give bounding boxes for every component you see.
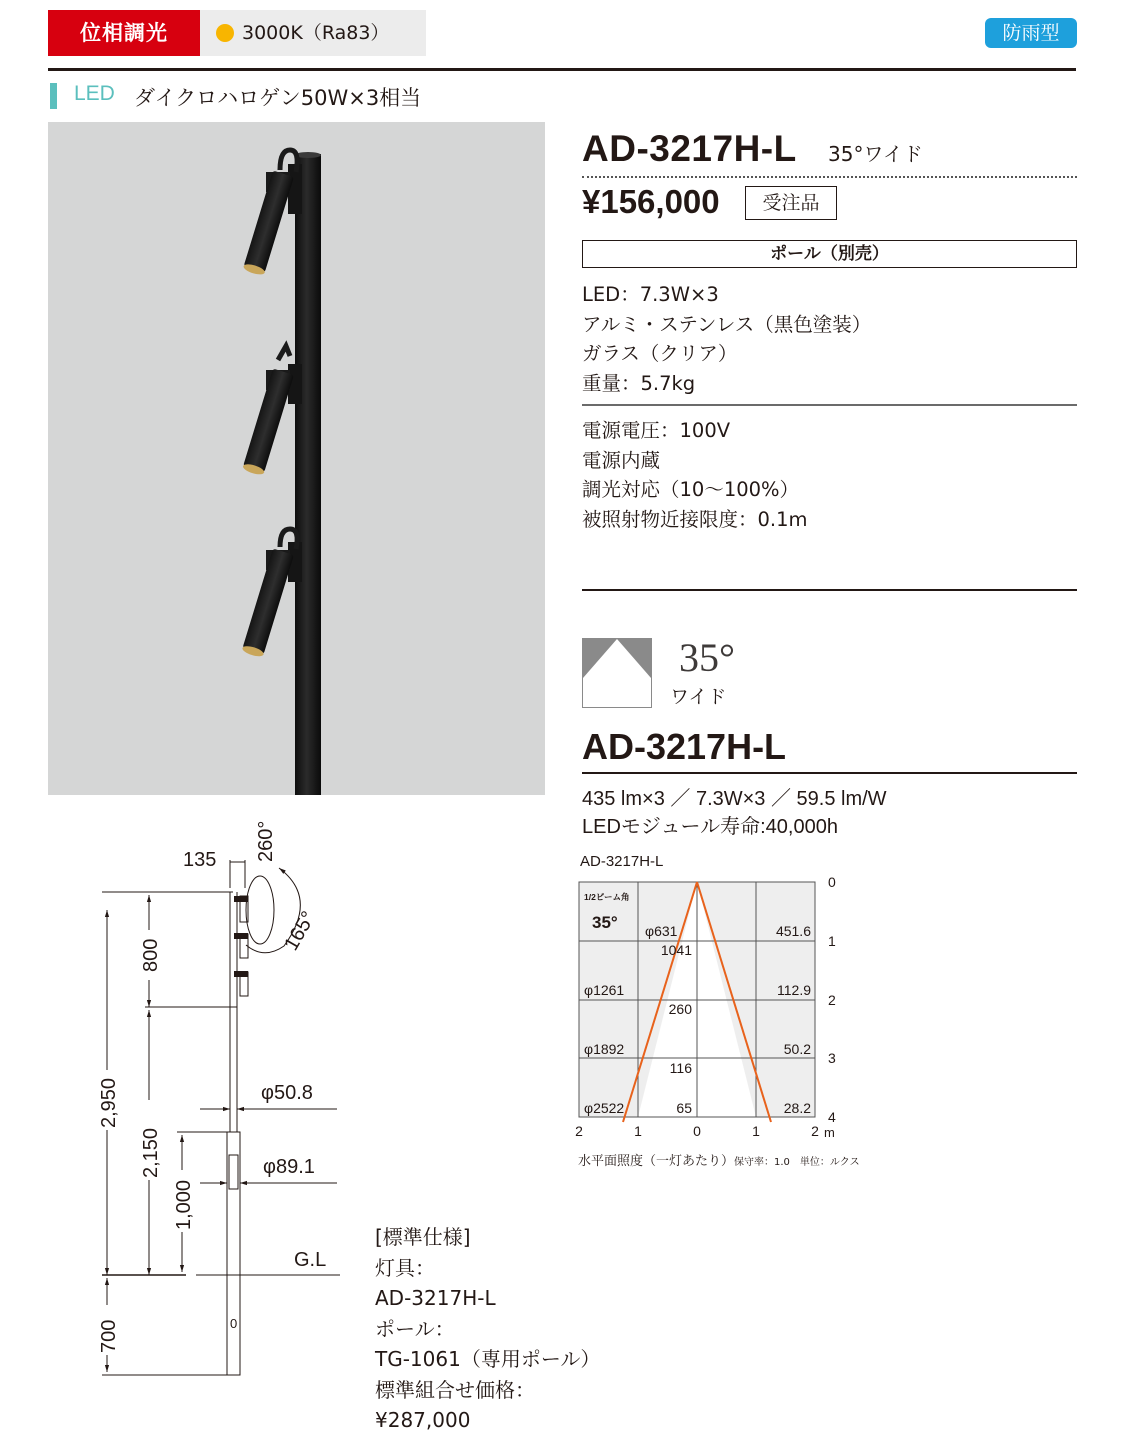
standard-spec (375, 1222, 600, 1436)
chart-title: AD-3217H-L (580, 853, 664, 870)
svg-text:800: 800 (140, 938, 162, 972)
performance-line: 435 lm×3 ／ 7.3W×3 ／ 59.5 lm/W (582, 788, 887, 810)
svg-text:2: 2 (828, 992, 836, 1008)
product-photo (48, 122, 545, 795)
svg-text:112.9: 112.9 (777, 982, 811, 998)
pole-note: ポール（別売） (582, 240, 1077, 268)
svg-text:700: 700 (98, 1319, 120, 1353)
svg-text:260: 260 (668, 1001, 692, 1017)
beam-angle-value: 35° (679, 635, 735, 680)
led-label: LED (74, 82, 115, 105)
spec-item: 調光対応（10〜100%） (582, 478, 800, 501)
combo-price: ¥287,000 (375, 1408, 471, 1432)
section-divider (582, 589, 1077, 591)
svg-text:2: 2 (811, 1123, 819, 1139)
lifetime-line: LEDモジュール寿命:40,000h (582, 816, 838, 838)
svg-text:2,950: 2,950 (98, 1077, 120, 1128)
illuminance-chart (570, 870, 850, 1170)
svg-text:35°: 35° (592, 913, 618, 932)
dotted-divider (582, 176, 1077, 178)
svg-text:φ50.8: φ50.8 (261, 1082, 313, 1104)
pole-model: TG-1061（専用ポール） (375, 1347, 601, 1371)
svg-text:φ1261: φ1261 (584, 982, 625, 998)
svg-text:1,000: 1,000 (173, 1179, 195, 1230)
color-temp-text: 3000K（Ra83） (242, 22, 390, 44)
svg-text:2,150: 2,150 (140, 1127, 162, 1178)
svg-text:260°: 260° (255, 820, 277, 862)
svg-text:3: 3 (828, 1050, 836, 1066)
weather-badge: 防雨型 (985, 18, 1077, 48)
svg-text:28.2: 28.2 (783, 1100, 811, 1116)
svg-text:1041: 1041 (660, 942, 692, 958)
chart-caption-note: 保守率：1.0 単位：ルクス (734, 1157, 860, 1168)
svg-text:1: 1 (752, 1123, 760, 1139)
svg-text:1: 1 (828, 933, 836, 949)
dimming-badge: 位相調光 (48, 10, 200, 56)
svg-text:50.2: 50.2 (783, 1041, 811, 1057)
svg-text:1/2ビーム角: 1/2ビーム角 (584, 892, 630, 902)
svg-text:65: 65 (676, 1100, 692, 1116)
svg-text:m: m (824, 1125, 835, 1140)
model-underline (582, 772, 1077, 774)
svg-text:0: 0 (828, 874, 836, 890)
spec-item: LED：7.3W×3 (582, 283, 719, 306)
svg-text:4: 4 (828, 1109, 836, 1125)
beam-description: 35°ワイド (828, 142, 923, 166)
color-temp-badge (200, 10, 426, 56)
color-dot-icon (216, 24, 234, 42)
spec-list-materials (582, 280, 871, 398)
dimension-drawing (50, 800, 370, 1440)
standard-spec-heading: [標準仕様] (375, 1225, 471, 1249)
svg-text:116: 116 (669, 1060, 692, 1076)
svg-text:451.6: 451.6 (775, 923, 811, 939)
spec-item: 電源内蔵 (582, 448, 661, 472)
fixture-label: 灯具： (375, 1255, 435, 1280)
beam-angle-type: ワイド (670, 686, 727, 708)
svg-text:165°: 165° (280, 907, 321, 955)
svg-text:0: 0 (230, 1316, 238, 1331)
svg-text:φ1892: φ1892 (584, 1041, 625, 1057)
spec-item: 電源電圧：100V (582, 419, 731, 442)
svg-text:2: 2 (575, 1123, 583, 1139)
order-tag: 受注品 (745, 186, 837, 220)
svg-text:0: 0 (693, 1123, 701, 1139)
spec-item: アルミ・ステンレス（黒色塗装） (582, 312, 872, 336)
svg-text:G.L: G.L (294, 1249, 327, 1271)
spec-item: ガラス（クリア） (582, 342, 738, 365)
svg-text:φ89.1: φ89.1 (263, 1156, 315, 1178)
spec-list-electrical (582, 416, 808, 534)
spec-item: 被照射物近接限度：0.1m (582, 507, 808, 531)
svg-text:1: 1 (634, 1123, 642, 1139)
combo-price-label: 標準組合せ価格： (375, 1377, 535, 1402)
spec-divider (582, 404, 1077, 406)
header-divider (48, 68, 1076, 71)
fixture-model: AD-3217H-L (375, 1286, 496, 1310)
chart-xlabel: 水平面照度（一灯あたり） (578, 1154, 735, 1169)
led-equivalent: ダイクロハロゲン50W×3相当 (134, 86, 422, 110)
model-title-secondary: AD-3217H-L (582, 726, 787, 767)
svg-text:φ2522: φ2522 (584, 1100, 625, 1116)
pole-label: ポール： (375, 1316, 455, 1341)
beam-diameter-1: φ631 (645, 923, 678, 939)
model-title: AD-3217H-L (582, 128, 797, 169)
chart-caption (578, 1150, 860, 1169)
spotlight-pole-illustration (48, 122, 545, 795)
led-accent-bar (50, 83, 57, 109)
beam-angle-icon (582, 638, 652, 708)
arm-offset-label: 135 (183, 849, 217, 871)
price: ¥156,000 (582, 183, 720, 220)
spec-item: 重量：5.7kg (582, 371, 696, 395)
